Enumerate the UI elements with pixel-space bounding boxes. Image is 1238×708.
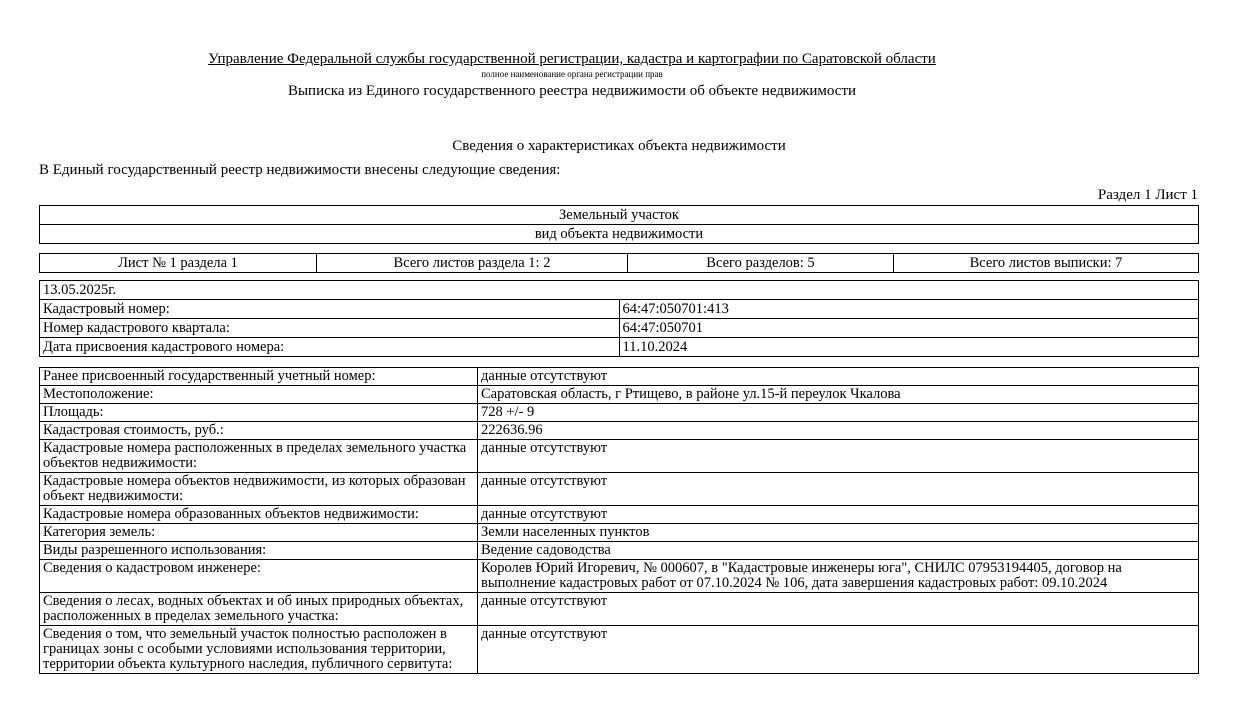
sheet-info-table bbox=[39, 253, 1199, 273]
characteristic-value: 222636.96 bbox=[478, 422, 1199, 440]
characteristic-value: Королев Юрий Игоревич, № 000607, в "Кадастровые инженеры юга", СНИЛС 07953194405, договор на выполнение кадастровых работ от 07.10.2024 № 106, дата завершения кадастровых работ: 09.10.2024 bbox=[478, 560, 1199, 593]
characteristic-label: Кадастровые номера образованных объектов недвижимости: bbox=[40, 506, 478, 524]
extract-date: 13.05.2025г. bbox=[40, 281, 1199, 300]
identifiers-table bbox=[39, 280, 1199, 357]
characteristic-label: Сведения о том, что земельный участок полностью расположен в границах зоны с особыми условиями использования территории, территории объекта культурного наследия, публичного сервитута: bbox=[40, 626, 478, 674]
characteristic-value: данные отсутствуют bbox=[478, 368, 1199, 386]
table-row bbox=[40, 404, 1199, 422]
characteristic-label: Виды разрешенного использования: bbox=[40, 542, 478, 560]
object-type-caption: вид объекта недвижимости bbox=[40, 225, 1199, 244]
identifier-value: 64:47:050701:413 bbox=[619, 300, 1199, 319]
characteristics-table bbox=[39, 367, 1199, 674]
section-heading: Сведения о характеристиках объекта недвижимости bbox=[452, 138, 786, 154]
table-row bbox=[40, 386, 1199, 404]
section-sheets-total: Всего листов раздела 1: 2 bbox=[317, 254, 628, 273]
characteristic-label: Кадастровые номера расположенных в пределах земельного участка объектов недвижимости: bbox=[40, 440, 478, 473]
extract-sheets-total: Всего листов выписки: 7 bbox=[894, 254, 1199, 273]
characteristic-value: данные отсутствуют bbox=[478, 626, 1199, 674]
characteristic-value: Саратовская область, г Ртищево, в районе ул.15-й переулок Чкалова bbox=[478, 386, 1199, 404]
characteristic-value: данные отсутствуют bbox=[478, 506, 1199, 524]
object-type-value: Земельный участок bbox=[40, 206, 1199, 225]
characteristic-label: Кадастровые номера объектов недвижимости, из которых образован объект недвижимости: bbox=[40, 473, 478, 506]
sections-total: Всего разделов: 5 bbox=[628, 254, 894, 273]
table-row bbox=[40, 300, 1199, 319]
characteristic-value: 728 +/- 9 bbox=[478, 404, 1199, 422]
characteristic-value: данные отсутствуют bbox=[478, 473, 1199, 506]
table-row bbox=[40, 319, 1199, 338]
table-row bbox=[40, 506, 1199, 524]
characteristic-value: данные отсутствуют bbox=[478, 440, 1199, 473]
sheet-number: Лист № 1 раздела 1 bbox=[40, 254, 317, 273]
characteristic-label: Сведения о кадастровом инженере: bbox=[40, 560, 478, 593]
characteristic-value: Земли населенных пунктов bbox=[478, 524, 1199, 542]
table-row bbox=[40, 368, 1199, 386]
table-row bbox=[40, 626, 1199, 674]
table-row bbox=[40, 338, 1199, 357]
characteristic-value: Ведение садоводства bbox=[478, 542, 1199, 560]
table-row bbox=[40, 542, 1199, 560]
table-row bbox=[40, 422, 1199, 440]
registration-authority-caption: полное наименование органа регистрации прав bbox=[481, 69, 663, 79]
characteristic-label: Местоположение: bbox=[40, 386, 478, 404]
table-row bbox=[40, 524, 1199, 542]
identifier-label: Кадастровый номер: bbox=[40, 300, 620, 319]
section-sheet-reference: Раздел 1 Лист 1 bbox=[1097, 187, 1198, 203]
characteristic-label: Категория земель: bbox=[40, 524, 478, 542]
intro-text: В Единый государственный реестр недвижимости внесены следующие сведения: bbox=[39, 162, 561, 178]
table-row bbox=[40, 473, 1199, 506]
document-title: Выписка из Единого государственного реестра недвижимости об объекте недвижимости bbox=[287, 83, 857, 99]
table-row bbox=[40, 593, 1199, 626]
characteristic-label: Ранее присвоенный государственный учетный номер: bbox=[40, 368, 478, 386]
characteristic-label: Площадь: bbox=[40, 404, 478, 422]
identifier-value: 11.10.2024 bbox=[619, 338, 1199, 357]
table-row bbox=[40, 440, 1199, 473]
identifier-label: Номер кадастрового квартала: bbox=[40, 319, 620, 338]
identifier-value: 64:47:050701 bbox=[619, 319, 1199, 338]
characteristic-label: Сведения о лесах, водных объектах и об иных природных объектах, расположенных в пределах земельного участка: bbox=[40, 593, 478, 626]
characteristic-value: данные отсутствуют bbox=[478, 593, 1199, 626]
object-type-table bbox=[39, 205, 1199, 244]
table-row bbox=[40, 560, 1199, 593]
identifier-label: Дата присвоения кадастрового номера: bbox=[40, 338, 620, 357]
registration-authority: Управление Федеральной службы государственной регистрации, кадастра и картографии по Саратовской области bbox=[208, 51, 936, 67]
characteristic-label: Кадастровая стоимость, руб.: bbox=[40, 422, 478, 440]
